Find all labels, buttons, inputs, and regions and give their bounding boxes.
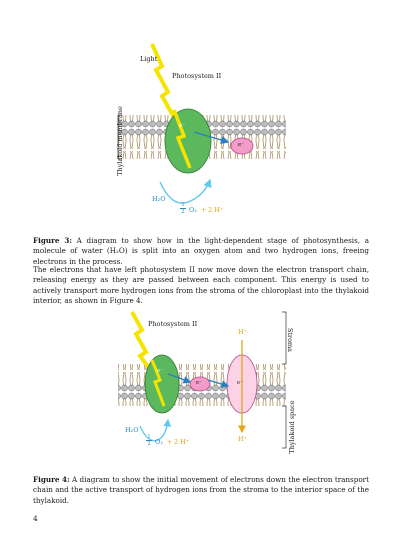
water-split-arrow [160,180,210,203]
membrane-label: Thylakoid membrane [116,106,124,176]
figure-3-diagram [100,40,330,230]
h-bottom-label: H⁺ [238,435,248,443]
thylakoid-space-label: Thylakoid space [288,400,296,454]
figure-3-caption-text: A diagram to show how in the light-dependent stage of photosynthesis, a molecule of water (H₂O) is split into an oxygen atom and two hydrogen ions, freeing electrons in the process. [33,236,369,266]
plus-label-4: + [167,438,173,446]
photosystem-label: Photosystem II [172,72,222,80]
hydrogen-label-4: 2 H⁺ [174,438,190,446]
light-label: Light [140,55,158,63]
electron-label-2: e⁻ [238,142,245,148]
figure-3-caption [33,236,369,267]
page-number: 4 [33,514,38,523]
h-top-label: H⁺ [238,328,248,336]
electron-label-4a: e⁻ [157,368,163,374]
electron-label-1: e⁻ [179,123,186,129]
water-split-arrow-4 [140,420,168,441]
stroma-label: Stroma [286,327,294,353]
oxygen-label: O₂ [189,206,197,214]
half-num: 1 [181,202,185,208]
electron-label-4c: e⁻ [237,380,243,386]
hydrogen-label: 2 H⁺ [208,206,224,214]
figure-4-caption-bold: Figure 4: [33,475,70,484]
body-paragraph: The electrons that have left photosystem II now move down the electron transport chain, releasing energy as they are passed between each component. This energy is used to actively transport more hydrogen ions from the stroma of the chloroplast into the thylakoid interior, as shown in Figure 4. [33,265,369,306]
figure-4-diagram [100,308,330,468]
half-fraction [180,202,186,215]
thylakoid-space-bracket [282,406,286,448]
photosystem-label-4: Photosystem II [148,320,198,328]
oxygen-label-4: O₂ [155,438,163,446]
electron-label-4b: e⁻ [196,380,202,386]
figure-4-caption-text: A diagram to show the initial movement of electrons down the electron transport chain and the active transport of hydrogen ions from the stroma to the interior space of the thylakoid. [33,475,369,505]
water-label: H₂O [152,195,166,203]
figure-4-caption [33,475,369,506]
half-den-4: 2 [147,441,151,447]
half-num-4: 1 [147,434,151,440]
half-den: 2 [181,209,185,215]
water-label-4: H₂O [125,426,139,434]
plus-label: + [201,206,207,214]
figure-3-caption-bold: Figure 3: [33,236,72,245]
half-fraction-4 [146,434,152,447]
